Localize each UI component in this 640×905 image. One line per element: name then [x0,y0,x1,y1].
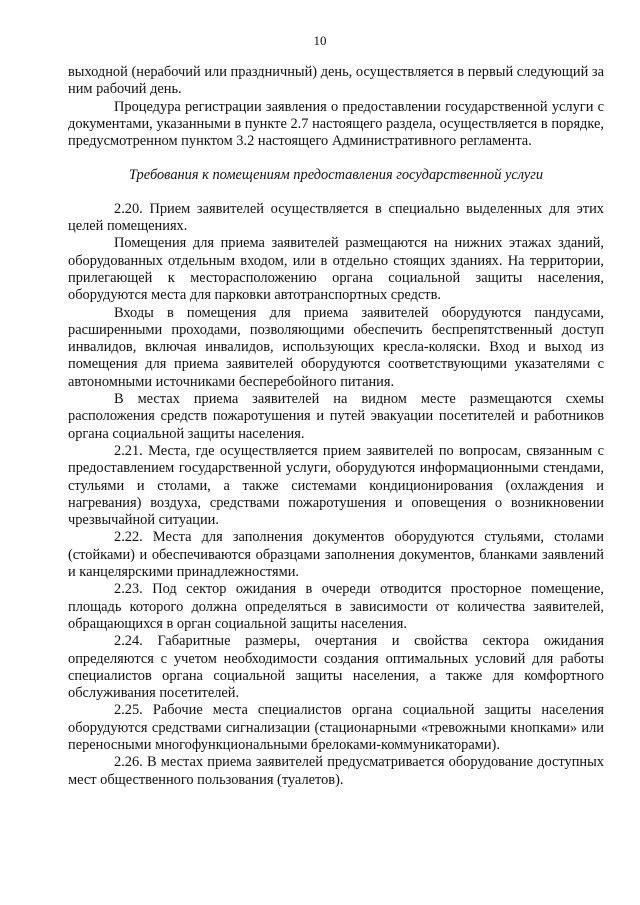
paragraph-2-23: 2.23. Под сектор ожидания в очереди отводится просторное помещение, площадь которого должна определяться в зависимости от количества заявителей, обращающихся в орган социальной защиты населения. [68,581,604,632]
paragraph-premises-location: Помещения для приема заявителей размещаются на нижних этажах зданий, оборудованных отдельным входом, или в отдельно стоящих зданиях. На территории, прилегающей к месторасположению органа социальной защиты населения, оборудуются места для парковки автотранспортных средств. [68,235,604,304]
paragraph-evacuation-schemes: В местах приема заявителей на видном месте размещаются схемы расположения средств пожаротушения и путей эвакуации посетителей и работников органа социальной защиты населения. [68,391,604,442]
paragraph-continuation: выходной (нерабочий или праздничный) день, осуществляется в первый следующий за ним рабочий день. [68,64,604,98]
paragraph-entrances: Входы в помещения для приема заявителей оборудуются пандусами, расширенными проходами, позволяющими обеспечить беспрепятственный доступ инвалидов, включая инвалидов, использующих кресла-коляски. Вход и выход из помещения для приема заявителей оборудуются соответствующими указателями с автономными источниками бесперебойного питания. [68,304,604,390]
page-number: 10 [313,33,327,48]
paragraph-2-21: 2.21. Места, где осуществляется прием заявителей по вопросам, связанным с предоставлением государственной услуги, оборудуются информационными стендами, стульями и столами, а также системами кондиционирования (охлаждения и нагревания) воздуха, средствами пожаротушения и оповещения о возникновении чрезвычайной ситуации. [68,442,604,529]
paragraph-registration-procedure: Процедура регистрации заявления о предоставлении государственной услуги с документами, указанными в пункте 2.7 настоящего раздела, осуществляется в порядке, предусмотренном пунктом 3.2 настоящего Административного регламента. [68,98,604,150]
paragraph-2-20: 2.20. Прием заявителей осуществляется в специально выделенных для этих целей помещениях. [68,200,604,235]
paragraph-2-26: 2.26. В местах приема заявителей предусматривается оборудование доступных мест общественного пользования (туалетов). [68,754,604,788]
document-body [68,64,604,789]
paragraph-2-22: 2.22. Места для заполнения документов оборудуются стульями, столами (стойками) и обеспечиваются образцами заполнения документов, бланками заявлений и канцелярскими принадлежностями. [68,529,604,581]
paragraph-2-24: 2.24. Габаритные размеры, очертания и свойства сектора ожидания определяются с учетом необходимости создания оптимальных условий для работы специалистов органа социальной защиты населения, а также для комфортного обслуживания посетителей. [68,633,604,702]
section-heading: Требования к помещениям предоставления государственной услуги [128,167,544,184]
paragraph-2-25: 2.25. Рабочие места специалистов органа социальной защиты населения оборудуются средствами сигнализации (стационарными «тревожными кнопками» или переносными многофункциональными брелоками-коммуникаторами). [68,702,604,753]
